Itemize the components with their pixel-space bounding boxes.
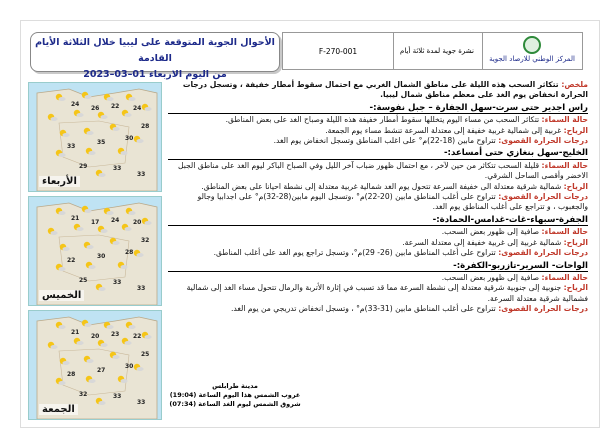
map-day-label: الجمعة (39, 404, 78, 415)
temp-line (168, 304, 588, 314)
sky-text: تتكاثر السحب من مساء اليوم يتخللها سقوط أمطار خفيفة هذه الليلة وصباح الغد على بعض المناطق. (225, 115, 540, 125)
map-temperature: 25 (79, 277, 88, 284)
wind-text: غربية إلى شمالية غربية خفيفة إلى معتدلة السرعة تنشط مساء يوم الجمعة. (325, 125, 562, 135)
wind-text: جنوبية إلى جنوبية شرقية معتدلة إلى نشطة السرعة مما قد تسبب في إثارة الأتربة والرمال تتحول مساء الغد إلى شمالية فشمالية شرقية معتدلة السرعة. (186, 283, 588, 303)
map-temperature: 24 (111, 217, 120, 224)
map-temperature: 33 (67, 143, 76, 150)
map-temperature: 27 (97, 367, 106, 374)
map-temperature: 33 (113, 279, 122, 286)
map-temperature: 22 (133, 333, 142, 340)
temp-text: تتراوح على أغلب المناطق مابين (31-33)م° ، وتسجل انخفاض تدريجي من يوم الغد. (230, 304, 496, 314)
wind-label: الرياح: (563, 283, 588, 293)
map-temperature: 32 (79, 391, 88, 398)
wind-line (168, 126, 588, 136)
sunrise-time: شروق الشمس ليوم الغد الساعة (07:34) (169, 400, 301, 408)
forecast-map-day-2 (28, 196, 162, 306)
summary (168, 80, 588, 101)
region-title: راس اجدير حتى سرت-سهل الجفارة – جبل نفوسة:- (168, 103, 588, 114)
summary-label: ملخص: (561, 80, 588, 89)
sky-line (168, 161, 588, 182)
wind-label: الرياح: (563, 237, 588, 247)
forecast-region-4 (168, 261, 588, 315)
sky-line (168, 227, 588, 237)
header-title-line1: الأحوال الجوية المتوقعة على ليبيا خلال الثلاثة الأيام القادمة (35, 37, 275, 64)
temp-line (168, 192, 588, 213)
region-title: الواحات- السرير-تازربو-الكفرة:- (168, 261, 588, 272)
map-temperature: 33 (137, 399, 146, 406)
forecast-region-3 (168, 215, 588, 259)
map-temperature: 30 (125, 363, 134, 370)
forecast-map-day-3 (28, 310, 162, 420)
region-title: الجفرة-سبهاء-غات-غدامس-الحمادة:- (168, 215, 588, 226)
sunset-time: غروب الشمس هذا اليوم الساعة (19:04) (169, 391, 301, 399)
map-temperature: 21 (71, 215, 80, 222)
map-temperature: 35 (97, 139, 106, 146)
map-temperature: 21 (71, 329, 80, 336)
temp-line (168, 248, 588, 258)
map-temperature: 30 (125, 135, 134, 142)
forecast-map-day-1 (28, 82, 162, 192)
temp-label: درجات الحرارة القصوى: (498, 304, 588, 314)
sky-label: حالة السماء: (541, 227, 588, 237)
temp-text: تتراوح على أغلب المناطق مابين (26- 29)م°، وتسجل تراجع يوم الغد على أغلب المناطق. (213, 248, 496, 258)
map-temperature: 33 (113, 393, 122, 400)
sky-label: حالة السماء: (541, 160, 588, 170)
map-temperature: 33 (137, 285, 146, 292)
sky-line (168, 115, 588, 125)
map-temperature: 32 (141, 237, 150, 244)
wind-line (168, 238, 588, 248)
org-logo-box (482, 32, 583, 70)
wind-text: شمالية شرقية معتدلة الى خفيفة السرعة تتحول يوم الغد شمالية غربية معتدلة إلى نشطة احيانا على بعض المناطق. (201, 181, 562, 191)
temp-label: درجات الحرارة القصوى: (498, 136, 588, 146)
map-temperature: 26 (91, 105, 100, 112)
org-logo-icon (523, 36, 541, 54)
wind-label: الرياح: (563, 125, 588, 135)
org-name: المركز الوطني للارصاد الجوية (489, 55, 575, 63)
header-title-box (30, 32, 280, 80)
sun-city: مدينة طرابلس (212, 382, 258, 390)
map-temperature: 23 (111, 331, 120, 338)
sky-text: صافية إلى ظهور بعض السحب. (441, 227, 540, 237)
sky-line (168, 273, 588, 283)
map-temperature: 20 (91, 333, 100, 340)
bulletin-type: نشرة جوية لمدة ثلاثة أيام (392, 32, 483, 70)
sky-label: حالة السماء: (541, 272, 588, 282)
map-temperature: 24 (133, 105, 142, 112)
map-temperature: 30 (97, 253, 106, 260)
region-title: الخليج-سهل بنغازي حتى أمساعد:- (168, 148, 588, 159)
temp-text: تتراوح على أغلب المناطق مابين (20-22)م° ،وتسجل اليوم مابين(28-32)م° على اجدابيا وجالو والجغبوب ، و تتراجع على أغلب المناطق يوم الغد. (197, 192, 588, 212)
header-title-line2: من اليوم الاربعاء 01–03–2023 (83, 69, 227, 80)
sky-text: صافية إلى ظهور بعض السحب. (441, 272, 540, 282)
map-temperature: 33 (137, 171, 146, 178)
temp-text: تتراوح مابين (18-22)م° على اغلب المناطق وتسجل انخفاض يوم الغد. (273, 136, 496, 146)
map-temperature: 28 (125, 249, 134, 256)
forecast-region-2 (168, 148, 588, 212)
map-day-label: الأربعاء (39, 176, 80, 187)
map-temperature: 33 (113, 165, 122, 172)
document-code: F-270-001 (282, 32, 394, 70)
wind-line (168, 283, 588, 304)
map-temperature: 20 (133, 219, 142, 226)
sky-label: حالة السماء: (541, 115, 588, 125)
map-temperature: 28 (67, 371, 76, 378)
map-temperature: 29 (79, 163, 88, 170)
forecast-maps (28, 82, 160, 422)
map-day-label: الخميس (39, 290, 84, 301)
map-temperature: 17 (91, 219, 100, 226)
forecast-text (168, 80, 588, 380)
map-temperature: 25 (141, 351, 150, 358)
wind-line (168, 182, 588, 192)
summary-text: تتكاثر السحب هذه الليلة على مناطق الشمال الغربي مع احتمال سقوط أمطار خفيفة ، وتسجل درجات الحرارة انخفاض يوم الغد على معظم مناطق شمال ليبيا. (182, 80, 588, 100)
sun-times (165, 382, 305, 409)
wind-label: الرياح: (563, 181, 588, 191)
forecast-region-1 (168, 103, 588, 147)
map-temperature: 22 (111, 103, 120, 110)
wind-text: شمالية غربية إلى غربية خفيفة إلى معتدلة السرعة. (402, 237, 562, 247)
temp-line (168, 136, 588, 146)
map-temperature: 28 (141, 123, 150, 130)
map-temperature: 24 (71, 101, 80, 108)
sky-text: قليلة السحب تتكاثر من حين لآخر ، مع احتمال ظهور ضباب آخر الليل وفي الصباح الباكر ليوم الغد على مناطق الجبل الاخضر وأقصى الساحل الشرقي. (177, 160, 588, 181)
temp-label: درجات الحرارة القصوى: (498, 192, 588, 202)
temp-label: درجات الحرارة القصوى: (498, 248, 588, 258)
map-temperature: 22 (67, 257, 76, 264)
